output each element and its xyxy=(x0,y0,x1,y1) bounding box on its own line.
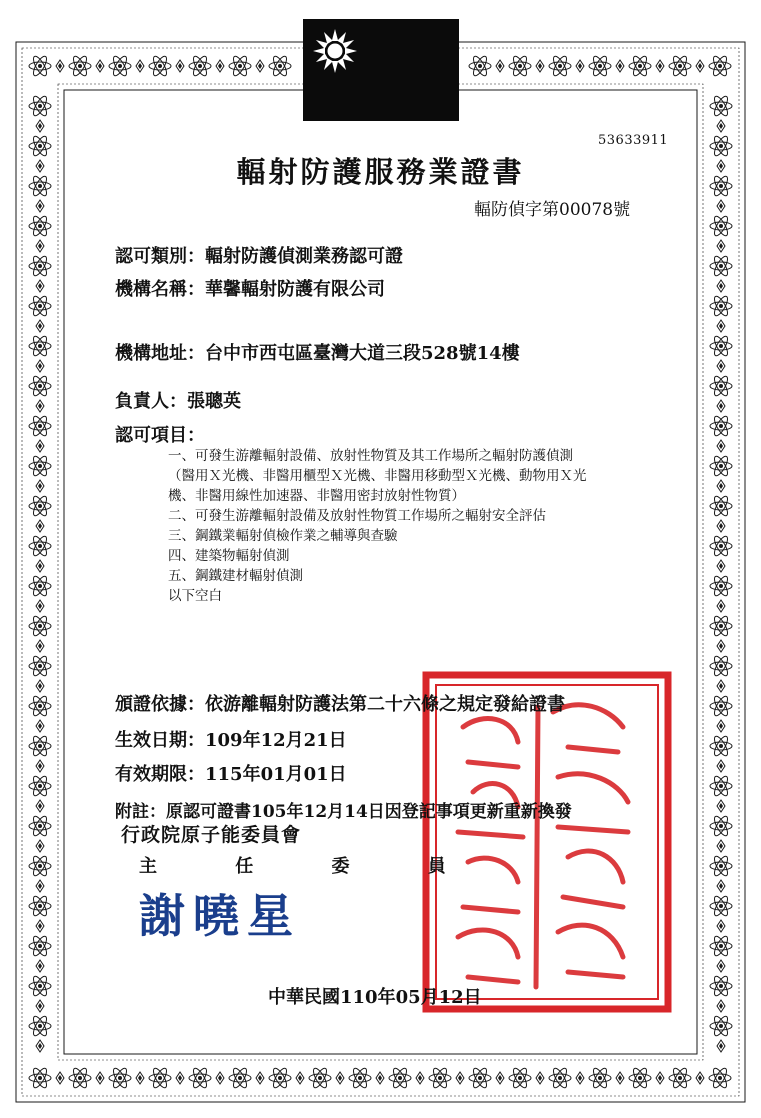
atom-icon xyxy=(109,54,131,77)
diamond-ornament xyxy=(36,760,44,772)
atom-icon xyxy=(69,1066,91,1089)
atom-icon xyxy=(269,54,291,77)
effective-date-label: 生效日期： xyxy=(115,730,205,751)
list-item: 四、建築物輻射偵測 xyxy=(168,548,290,564)
diamond-ornament xyxy=(336,1072,344,1084)
diamond-ornament xyxy=(717,600,725,612)
atom-icon xyxy=(710,94,732,117)
diamond-ornament xyxy=(656,1072,664,1084)
items-row xyxy=(115,421,205,447)
diamond-ornament xyxy=(456,1072,464,1084)
diamond-ornament xyxy=(136,1072,144,1084)
atom-icon xyxy=(710,814,732,837)
diamond-ornament xyxy=(717,840,725,852)
atom-icon xyxy=(710,774,732,797)
diamond-ornament xyxy=(216,60,224,72)
diamond-ornament xyxy=(176,60,184,72)
atom-icon xyxy=(29,214,51,237)
valid-until-value: 115年01月01日 xyxy=(205,764,347,785)
diamond-ornament xyxy=(717,880,725,892)
atom-icon xyxy=(269,1066,291,1089)
diamond-ornament xyxy=(36,840,44,852)
category-value: 輻射防護偵測業務認可證 xyxy=(205,246,403,267)
atom-icon xyxy=(29,94,51,117)
atom-icon xyxy=(629,54,651,77)
atom-icon xyxy=(709,1066,731,1089)
atom-icon xyxy=(309,1066,331,1089)
items-label: 認可項目： xyxy=(115,425,205,446)
atom-icon xyxy=(549,1066,571,1089)
diamond-ornament xyxy=(717,760,725,772)
diamond-ornament xyxy=(717,1040,725,1052)
atom-icon xyxy=(29,734,51,757)
diamond-ornament xyxy=(36,1000,44,1012)
list-item: 二、可發生游離輻射設備及放射性物質工作場所之輻射安全評估 xyxy=(168,508,546,524)
diamond-ornament xyxy=(717,680,725,692)
diamond-ornament xyxy=(96,60,104,72)
diamond-ornament xyxy=(256,60,264,72)
diamond-ornament xyxy=(36,120,44,132)
atom-icon xyxy=(29,774,51,797)
diamond-ornament xyxy=(717,800,725,812)
atom-icon xyxy=(29,1066,51,1089)
diamond-ornament xyxy=(36,560,44,572)
atom-icon xyxy=(589,1066,611,1089)
atom-icon xyxy=(709,54,731,77)
atom-icon xyxy=(710,934,732,957)
diamond-ornament xyxy=(216,1072,224,1084)
atom-icon xyxy=(29,254,51,277)
diamond-ornament xyxy=(176,1072,184,1084)
atom-icon xyxy=(389,1066,411,1089)
list-item: 一、可發生游離輻射設備、放射性物質及其工作場所之輻射防護偵測 xyxy=(168,448,573,464)
atom-icon xyxy=(349,1066,371,1089)
note-label: 附註： xyxy=(115,802,166,822)
diamond-ornament xyxy=(36,960,44,972)
atom-icon xyxy=(710,694,732,717)
serial-number: 53633911 xyxy=(598,133,669,148)
atom-icon xyxy=(29,854,51,877)
atom-icon xyxy=(229,1066,251,1089)
diamond-ornament xyxy=(696,1072,704,1084)
atom-icon xyxy=(29,294,51,317)
diamond-ornament xyxy=(717,920,725,932)
diamond-ornament xyxy=(56,1072,64,1084)
white-sun-emblem-icon xyxy=(303,19,459,121)
diamond-ornament xyxy=(296,1072,304,1084)
address-row xyxy=(115,339,520,365)
diamond-ornament xyxy=(717,1000,725,1012)
atom-icon xyxy=(29,1014,51,1037)
address-value: 台中市西屯區臺灣大道三段528號14樓 xyxy=(205,343,520,364)
org-name-value: 華馨輻射防護有限公司 xyxy=(205,279,385,300)
diamond-ornament xyxy=(36,800,44,812)
atom-icon xyxy=(149,1066,171,1089)
diamond-ornament xyxy=(717,560,725,572)
address-label: 機構地址： xyxy=(115,343,205,364)
diamond-ornament xyxy=(496,1072,504,1084)
atom-icon xyxy=(710,494,732,517)
atom-icon xyxy=(710,294,732,317)
list-item: 三、鋼鐵業輻射偵檢作業之輔導與查驗 xyxy=(168,528,398,544)
atom-icon xyxy=(109,1066,131,1089)
atom-icon xyxy=(469,54,491,77)
atom-icon xyxy=(710,1014,732,1037)
atom-icon xyxy=(189,1066,211,1089)
diamond-ornament xyxy=(376,1072,384,1084)
diamond-ornament xyxy=(36,640,44,652)
atom-icon xyxy=(629,1066,651,1089)
atom-icon xyxy=(710,454,732,477)
basis-row xyxy=(115,690,565,716)
diamond-ornament xyxy=(36,920,44,932)
atom-icon xyxy=(29,654,51,677)
atom-icon xyxy=(710,894,732,917)
diamond-ornament xyxy=(717,720,725,732)
diamond-ornament xyxy=(496,60,504,72)
atom-icon xyxy=(29,534,51,557)
diamond-ornament xyxy=(717,360,725,372)
valid-until-label: 有效期限： xyxy=(115,764,205,785)
atom-icon xyxy=(29,894,51,917)
diamond-ornament xyxy=(717,320,725,332)
diamond-ornament xyxy=(36,240,44,252)
atom-icon xyxy=(29,54,51,77)
diamond-ornament xyxy=(136,60,144,72)
org-name-row xyxy=(115,275,385,301)
diamond-ornament xyxy=(36,200,44,212)
atom-icon xyxy=(710,214,732,237)
diamond-ornament xyxy=(536,60,544,72)
diamond-ornament xyxy=(36,600,44,612)
atom-icon xyxy=(589,54,611,77)
effective-date-value: 109年12月21日 xyxy=(205,730,347,751)
diamond-ornament xyxy=(96,1072,104,1084)
responsible-label: 負責人： xyxy=(115,391,187,412)
approved-items-list xyxy=(168,446,668,606)
atom-icon xyxy=(149,54,171,77)
diamond-ornament xyxy=(36,680,44,692)
diamond-ornament xyxy=(416,1072,424,1084)
list-item: （醫用Ｘ光機、非醫用櫃型Ｘ光機、非醫用移動型Ｘ光機、動物用Ｘ光 xyxy=(168,468,587,484)
diamond-ornament xyxy=(56,60,64,72)
category-row xyxy=(115,242,403,268)
atom-icon xyxy=(29,414,51,437)
atom-icon xyxy=(509,1066,531,1089)
national-emblem xyxy=(303,19,459,121)
atom-icon xyxy=(189,54,211,77)
issue-date: 中華民國110年05月12日 xyxy=(268,987,482,1008)
atom-icon xyxy=(29,454,51,477)
atom-icon xyxy=(29,494,51,517)
atom-icon xyxy=(29,974,51,997)
diamond-ornament xyxy=(36,400,44,412)
diamond-ornament xyxy=(36,720,44,732)
atom-icon xyxy=(710,534,732,557)
responsible-row xyxy=(115,387,241,413)
diamond-ornament xyxy=(717,280,725,292)
issuer-signature: 謝曉星 xyxy=(139,889,301,943)
org-name-label: 機構名稱： xyxy=(115,279,205,300)
basis-label: 頒證依據： xyxy=(115,694,205,715)
valid-until-row xyxy=(115,760,347,786)
diamond-ornament xyxy=(36,360,44,372)
list-item: 五、鋼鐵建材輻射偵測 xyxy=(168,568,303,584)
category-label: 認可類別： xyxy=(115,246,205,267)
atom-icon xyxy=(710,254,732,277)
note-row xyxy=(115,797,572,822)
diamond-ornament xyxy=(717,400,725,412)
list-item: 以下空白 xyxy=(168,588,222,604)
atom-icon xyxy=(710,974,732,997)
diamond-ornament xyxy=(717,440,725,452)
diamond-ornament xyxy=(717,640,725,652)
atom-icon xyxy=(29,694,51,717)
diamond-ornament xyxy=(256,1072,264,1084)
atom-icon xyxy=(29,374,51,397)
certificate-number: 輻防偵字第00078號 xyxy=(474,200,631,220)
atom-icon xyxy=(710,614,732,637)
atom-icon xyxy=(710,654,732,677)
issuer-position: 主 任 委 員 xyxy=(139,856,468,877)
diamond-ornament xyxy=(616,1072,624,1084)
diamond-ornament xyxy=(36,1040,44,1052)
atom-icon xyxy=(669,1066,691,1089)
diamond-ornament xyxy=(36,280,44,292)
atom-icon xyxy=(710,854,732,877)
diamond-ornament xyxy=(656,60,664,72)
diamond-ornament xyxy=(696,60,704,72)
diamond-ornament xyxy=(36,480,44,492)
page-title: 輻射防護服務業證書 xyxy=(236,155,525,189)
diamond-ornament xyxy=(717,240,725,252)
diamond-ornament xyxy=(717,520,725,532)
diamond-ornament xyxy=(576,60,584,72)
diamond-ornament xyxy=(36,880,44,892)
atom-icon xyxy=(69,54,91,77)
issuing-agency: 行政院原子能委員會 xyxy=(121,824,302,846)
official-seal xyxy=(418,667,676,1017)
atom-icon xyxy=(710,334,732,357)
diamond-ornament xyxy=(536,1072,544,1084)
atom-icon xyxy=(469,1066,491,1089)
atom-icon xyxy=(669,54,691,77)
atom-icon xyxy=(710,374,732,397)
atom-icon xyxy=(710,734,732,757)
diamond-ornament xyxy=(36,440,44,452)
diamond-ornament xyxy=(717,200,725,212)
diamond-ornament xyxy=(717,960,725,972)
atom-icon xyxy=(509,54,531,77)
atom-icon xyxy=(229,54,251,77)
atom-icon xyxy=(710,574,732,597)
diamond-ornament xyxy=(717,480,725,492)
atom-icon xyxy=(29,334,51,357)
atom-icon xyxy=(29,934,51,957)
list-item: 機、非醫用線性加速器、非醫用密封放射性物質） xyxy=(168,488,465,504)
atom-icon xyxy=(429,1066,451,1089)
atom-icon xyxy=(29,574,51,597)
diamond-ornament xyxy=(36,320,44,332)
responsible-value: 張聰英 xyxy=(187,391,241,412)
diamond-ornament xyxy=(576,1072,584,1084)
effective-date-row xyxy=(115,726,347,752)
diamond-ornament xyxy=(717,120,725,132)
diamond-ornament xyxy=(616,60,624,72)
diamond-ornament xyxy=(36,520,44,532)
atom-icon xyxy=(710,414,732,437)
note-value: 原認可證書105年12月14日因登記事項更新重新換發 xyxy=(166,802,572,822)
atom-icon xyxy=(549,54,571,77)
atom-icon xyxy=(29,814,51,837)
atom-icon xyxy=(29,614,51,637)
basis-value: 依游離輻射防護法第二十六條之規定發給證書 xyxy=(205,694,565,715)
